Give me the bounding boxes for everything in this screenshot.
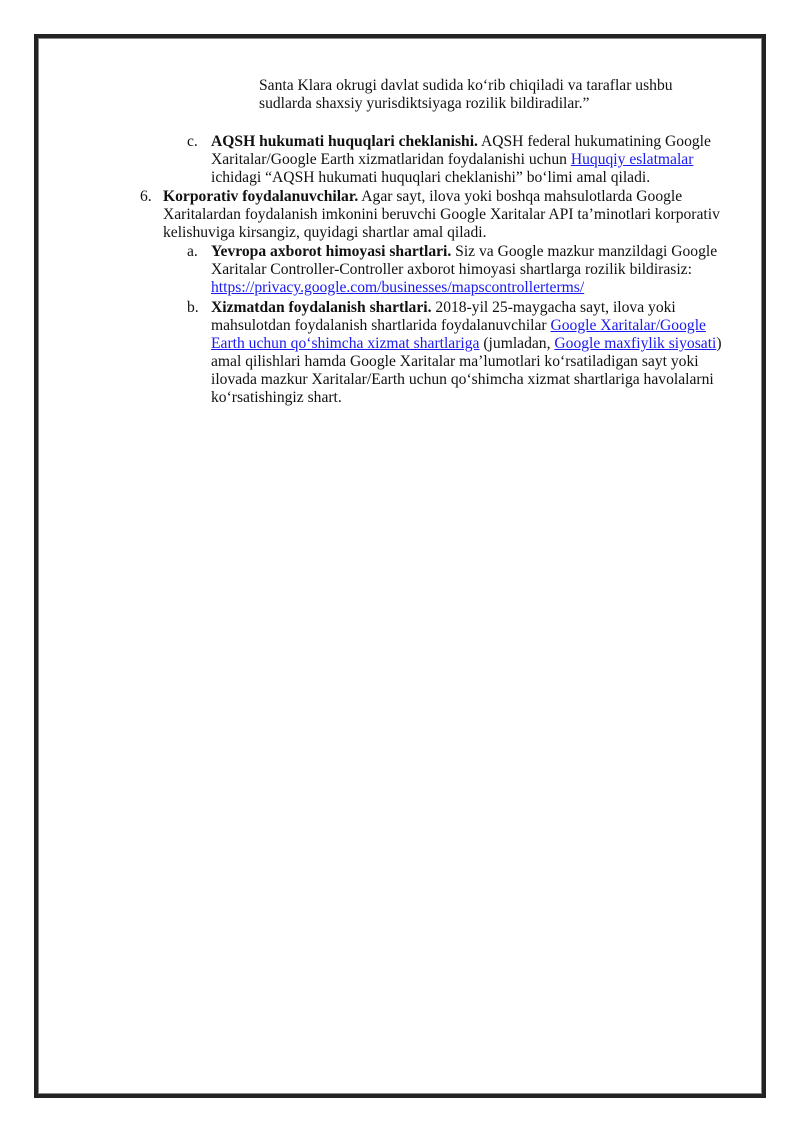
item-b-heading: Xizmatdan foydalanish shartlari. — [211, 299, 432, 316]
item-b-line-2 — [211, 317, 706, 335]
privacy-policy-link[interactable]: Google maxfiylik siyosati — [554, 335, 717, 352]
quote-line-1: Santa Klara okrugi davlat sudida ko‘rib chiqiladi va taraflar ushbu — [259, 77, 673, 94]
item-c-line-3: ichidagi “AQSH hukumati huquqlari cheklanishi” bo‘limi amal qiladi. — [211, 169, 651, 186]
item-b-line-3 — [211, 335, 722, 353]
item-c-text: Xaritalar/Google Earth xizmatlaridan foydalanishi uchun — [211, 151, 571, 168]
legal-notices-link[interactable]: Huquqiy eslatmalar — [570, 151, 694, 168]
item-a-line-2: Xaritalar Controller-Controller axborot himoyasi shartlarga rozilik bildirasiz: — [211, 261, 692, 278]
additional-terms-link[interactable]: Earth uchun qo‘shimcha xizmat shartlariga — [211, 335, 480, 352]
item-b-text: (jumladan, — [479, 335, 555, 352]
item-a-line-3 — [211, 279, 584, 297]
item-b-text: ) — [716, 335, 722, 352]
item-6-marker: 6. — [140, 188, 152, 205]
item-b-line-4: amal qilishlari hamda Google Xaritalar ma’lumotlari ko‘rsatiladigan sayt yoki — [211, 353, 699, 370]
item-c-line-2 — [211, 151, 693, 169]
item-b-line-5: ilovada mazkur Xaritalar/Earth uchun qo‘shimcha xizmat shartlariga havolalarni — [211, 371, 714, 388]
item-a-heading: Yevropa axborot himoyasi shartlari. — [211, 243, 452, 260]
item-b-line-1 — [211, 299, 676, 317]
item-b-line-6: ko‘rsatishingiz shart. — [211, 389, 342, 406]
maps-controller-terms-link[interactable]: https://privacy.google.com/businesses/mapscontrollerterms/ — [211, 279, 585, 296]
item-a-text: Siz va Google mazkur manzildagi Google — [451, 243, 718, 260]
item-a-line-1 — [211, 243, 717, 261]
item-b-text: mahsulotdan foydalanish shartlarida foydalanuvchilar — [211, 317, 551, 334]
additional-terms-link[interactable]: Google Xaritalar/Google — [550, 317, 706, 334]
item-6-heading: Korporativ foydalanuvchilar. — [163, 188, 359, 205]
item-b-text: 2018-yil 25-maygacha sayt, ilova yoki — [431, 299, 676, 316]
item-6-line-2: Xaritalardan foydalanish imkonini beruvchi Google Xaritalar API ta’minotlari korporativ — [163, 206, 720, 223]
item-6-line-3: kelishuviga kirsangiz, quyidagi shartlar amal qiladi. — [163, 224, 487, 241]
item-c-marker: c. — [187, 133, 198, 150]
item-6-line-1 — [163, 188, 682, 206]
quote-line-2: sudlarda shaxsiy yurisdiktsiyaga rozilik bildiradilar.” — [259, 95, 590, 112]
item-b-marker: b. — [187, 299, 199, 316]
item-a-marker: a. — [187, 243, 198, 260]
item-6-text: Agar sayt, ilova yoki boshqa mahsulotlarda Google — [358, 188, 683, 205]
item-c-line-1 — [211, 133, 711, 151]
item-c-text: AQSH federal hukumatining Google — [477, 133, 711, 150]
item-c-heading: AQSH hukumati huquqlari cheklanishi. — [211, 133, 478, 150]
